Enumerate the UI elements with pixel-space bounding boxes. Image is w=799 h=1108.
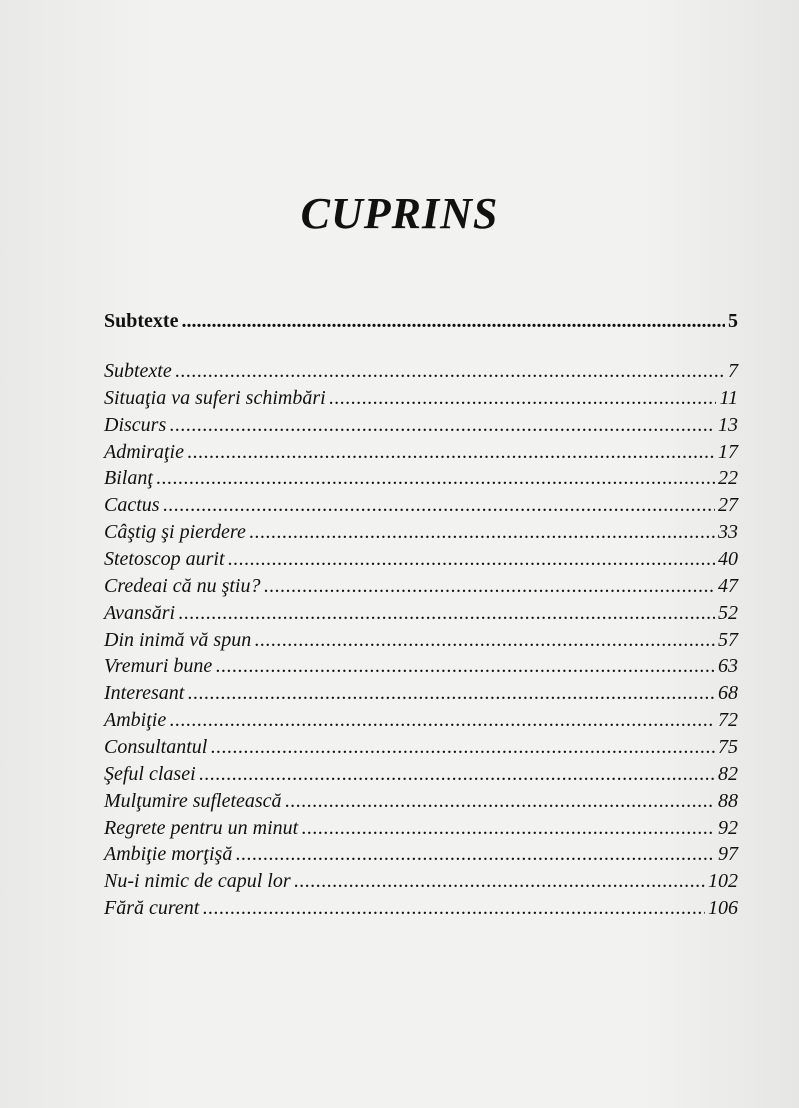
toc-entry: [104, 653, 738, 679]
dot-leader: [215, 653, 715, 679]
entry-page: 75: [718, 735, 738, 758]
entry-page: 97: [718, 843, 738, 866]
dot-leader: [169, 707, 715, 733]
entry-label: Din inimă vă spun: [104, 628, 252, 651]
toc-entry: [104, 761, 738, 787]
section-page: 5: [728, 310, 738, 332]
entry-label: Nu-i nimic de capul lor: [104, 870, 291, 893]
entry-label: Mulţumire sufletească: [104, 789, 282, 812]
toc-entry: [104, 465, 738, 491]
toc-entry: [104, 815, 738, 841]
toc-entry: [104, 895, 738, 921]
entry-page: 17: [718, 440, 738, 463]
toc-entry: [104, 385, 738, 411]
dot-leader: [294, 868, 705, 894]
toc-entry: [104, 680, 738, 706]
dot-leader: [156, 465, 715, 491]
toc-entry: [104, 734, 738, 760]
toc-section: [104, 308, 738, 334]
entry-page: 33: [718, 521, 738, 544]
dot-leader: [175, 358, 725, 384]
toc-entry: [104, 492, 738, 518]
entry-label: Admiraţie: [104, 440, 184, 463]
dot-leader: [263, 573, 715, 599]
entry-page: 57: [718, 628, 738, 651]
dot-leader: [254, 627, 715, 653]
entry-page: 47: [718, 574, 738, 597]
dot-leader: [169, 412, 715, 438]
entry-label: Credeai că nu ştiu?: [104, 574, 261, 597]
dot-leader: [202, 895, 705, 921]
entry-label: Subtexte: [104, 360, 172, 382]
dot-leader: [228, 546, 715, 572]
toc-entry: [104, 358, 738, 384]
toc-entry: [104, 868, 738, 894]
toc-entry: [104, 546, 738, 572]
entry-page: 68: [718, 682, 738, 705]
entry-page: 82: [718, 762, 738, 785]
toc-entry: [104, 600, 738, 626]
entry-label: Şeful clasei: [104, 762, 196, 785]
toc-entry: [104, 788, 738, 814]
entry-page: 102: [708, 870, 738, 893]
entry-page: 88: [718, 789, 738, 812]
toc-entry: [104, 841, 738, 867]
toc-entry: [104, 519, 738, 545]
entry-page: 72: [718, 709, 738, 731]
dot-leader: [181, 308, 725, 334]
toc-entry: [104, 412, 738, 438]
entry-page: 63: [718, 655, 738, 678]
entry-label: Cactus: [104, 494, 160, 517]
entry-page: 92: [718, 816, 738, 839]
entry-label: Ambiţie morţişă: [104, 843, 233, 866]
entry-label: Interesant: [104, 682, 185, 705]
entry-label: Câştig şi pierdere: [104, 521, 246, 544]
entry-page: 22: [718, 467, 738, 490]
page-title: CUPRINS: [300, 189, 499, 238]
dot-leader: [178, 600, 715, 626]
dot-leader: [163, 492, 715, 518]
dot-leader: [199, 761, 715, 787]
entry-page: 7: [728, 360, 738, 382]
entry-label: Ambiţie: [104, 709, 167, 731]
dot-leader: [187, 439, 715, 465]
dot-leader: [187, 680, 715, 706]
entry-page: 11: [719, 386, 738, 409]
entry-label: Vremuri bune: [104, 655, 213, 678]
entry-label: Consultantul: [104, 735, 208, 758]
entry-page: 106: [708, 897, 738, 919]
entry-label: Bilanţ: [104, 467, 153, 490]
dot-leader: [329, 385, 717, 411]
dot-leader: [210, 734, 715, 760]
dot-leader: [249, 519, 715, 545]
entry-page: 52: [718, 601, 738, 624]
section-label: Subtexte: [104, 310, 179, 332]
entry-label: Regrete pentru un minut: [104, 816, 299, 839]
dot-leader: [301, 815, 715, 841]
entry-label: Stetoscop aurit: [104, 548, 225, 570]
entry-page: 27: [718, 494, 738, 517]
entry-label: Situaţia va suferi schimbări: [104, 386, 326, 409]
entry-label: Avansări: [104, 601, 176, 624]
entry-page: 40: [718, 548, 738, 570]
toc-entry: [104, 707, 738, 733]
entry-label: Discurs: [104, 413, 167, 436]
entry-label: Fără curent: [104, 897, 200, 919]
toc-entry: [104, 573, 738, 599]
toc-entry: [104, 439, 738, 465]
entry-page: 13: [718, 413, 738, 436]
toc-entry: [104, 627, 738, 653]
dot-leader: [285, 788, 715, 814]
dot-leader: [235, 841, 715, 867]
